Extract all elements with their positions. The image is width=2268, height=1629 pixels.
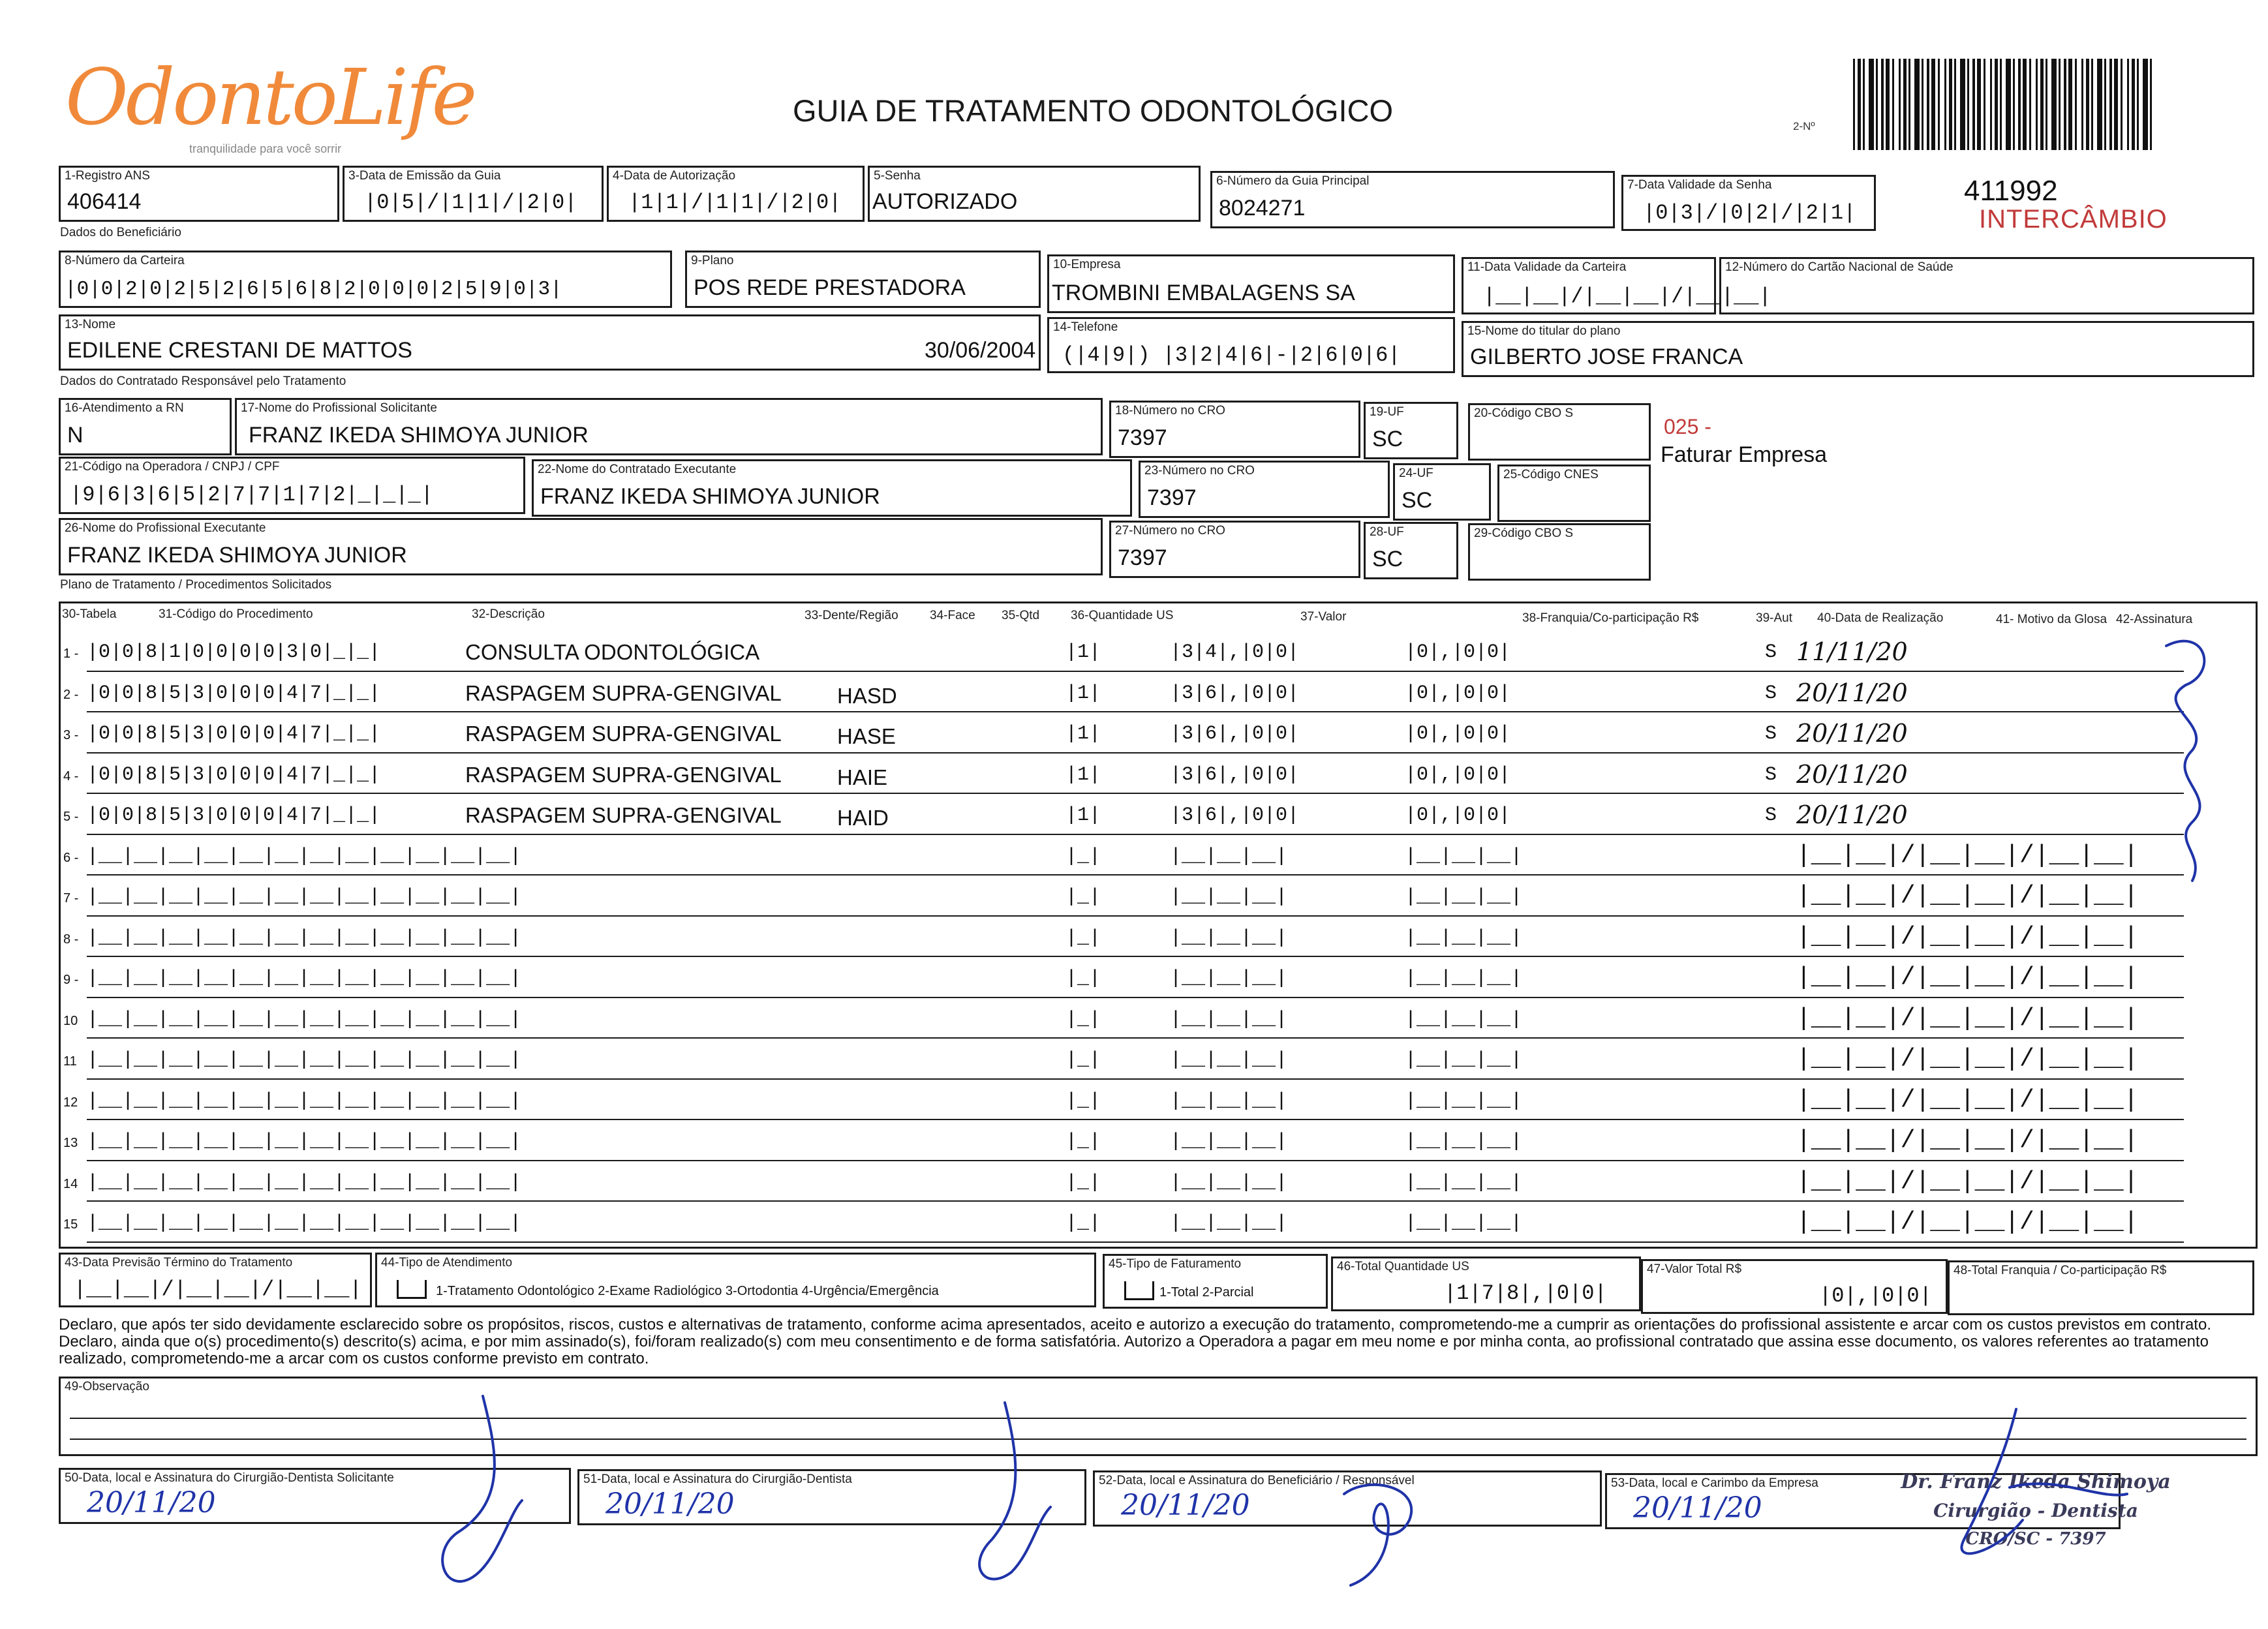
row-qtd: |_|: [1065, 1212, 1101, 1234]
row-codigo: |__|__|__|__|__|__|__|__|__|__|__|__|: [87, 967, 522, 990]
row-data: |__|__|/|__|__|/|__|__|: [1796, 1045, 2139, 1073]
row-qtd: |_|: [1065, 1171, 1101, 1194]
value-plano: POS REDE PRESTADORA: [694, 275, 966, 300]
row-data: |__|__|/|__|__|/|__|__|: [1796, 922, 2139, 951]
row-aut: S: [1765, 804, 1777, 827]
note-code: 025 -: [1664, 415, 1711, 438]
row-number: 8 -: [63, 932, 79, 947]
guia-number: 411992: [1964, 175, 2058, 207]
label-assinatura-52: 52-Data, local e Assinatura do Beneficiário / Responsável: [1099, 1474, 1415, 1487]
value-uf-24: SC: [1402, 488, 1433, 513]
label-uf-28: 28-UF: [1370, 525, 1404, 539]
row-codigo: |__|__|__|__|__|__|__|__|__|__|__|__|: [87, 1008, 522, 1031]
row-valor: |__|__|__|: [1405, 926, 1523, 949]
row-dente: HASE: [837, 724, 896, 748]
row-qtd-us: |__|__|__|: [1170, 967, 1288, 990]
row-number: 1 -: [63, 647, 79, 661]
row-valor: |0|,|0|0|: [1405, 682, 1511, 705]
date-assinatura-50: 20/11/20: [87, 1486, 216, 1519]
row-codigo: |__|__|__|__|__|__|__|__|__|__|__|__|: [87, 1171, 522, 1194]
row-qtd: |_|: [1065, 1089, 1101, 1112]
row-data: 20/11/20: [1796, 800, 1908, 829]
row-qtd-us: |__|__|__|: [1170, 1008, 1288, 1031]
value-profissional-solicitante: FRANZ IKEDA SHIMOYA JUNIOR: [249, 423, 589, 448]
signature-51: [979, 1403, 1050, 1579]
label-uf-24: 24-UF: [1399, 466, 1433, 480]
label-data-emissao: 3-Data de Emissão da Guia: [348, 169, 501, 183]
row-codigo: |__|__|__|__|__|__|__|__|__|__|__|__|: [87, 1212, 522, 1234]
row-number: 5 -: [63, 810, 79, 824]
label-cro-23: 23-Número no CRO: [1144, 464, 1255, 478]
row-codigo: |__|__|__|__|__|__|__|__|__|__|__|__|: [87, 845, 522, 868]
value-senha: AUTORIZADO: [872, 189, 1018, 214]
row-data: |__|__|/|__|__|/|__|__|: [1796, 841, 2139, 870]
row-data: |__|__|/|__|__|/|__|__|: [1796, 1086, 2139, 1114]
value-nome: EDILENE CRESTANI DE MATTOS: [67, 338, 412, 363]
label-valor-total: 47-Valor Total R$: [1647, 1262, 1742, 1276]
label-validade-carteira: 11-Data Validade da Carteira: [1467, 260, 1627, 274]
label-cbo-29: 29-Código CBO S: [1474, 526, 1574, 540]
row-data: |__|__|/|__|__|/|__|__|: [1796, 882, 2139, 910]
label-cbo-20: 20-Código CBO S: [1474, 406, 1574, 420]
row-qtd-us: |__|__|__|: [1170, 886, 1288, 908]
row-qtd-us: |__|__|__|: [1170, 1212, 1288, 1234]
row-qtd-us: |3|6|,|0|0|: [1170, 763, 1300, 786]
row-valor: |__|__|__|: [1405, 845, 1523, 868]
row-codigo: |__|__|__|__|__|__|__|__|__|__|__|__|: [87, 926, 522, 949]
row-qtd: |1|: [1065, 763, 1101, 786]
row-valor: |0|,|0|0|: [1405, 641, 1511, 663]
row-qtd: |_|: [1065, 1131, 1101, 1153]
label-profissional-executante: 26-Nome do Profissional Executante: [65, 521, 266, 535]
row-qtd-us: |__|__|__|: [1170, 845, 1288, 868]
row-qtd: |1|: [1065, 804, 1101, 827]
hdr-tabela: 30-Tabela: [62, 607, 117, 621]
row-qtd-us: |__|__|__|: [1170, 1131, 1288, 1153]
row-qtd: |_|: [1065, 967, 1101, 990]
row-aut: S: [1765, 641, 1777, 663]
row-valor: |0|,|0|0|: [1405, 763, 1511, 786]
row-data: 20/11/20: [1796, 719, 1908, 748]
row-qtd-us: |3|6|,|0|0|: [1170, 804, 1300, 827]
date-assinatura-52: 20/11/20: [1121, 1489, 1250, 1522]
row-number: 13: [63, 1136, 78, 1150]
row-qtd-us: |__|__|__|: [1170, 1171, 1288, 1194]
carimbo-line-3: CRO/SC - 7397: [1965, 1529, 2106, 1549]
date-assinatura-51: 20/11/20: [605, 1487, 735, 1521]
value-valor-total: |0|,|0|0|: [1819, 1284, 1932, 1308]
row-qtd: |_|: [1065, 1008, 1101, 1031]
row-valor: |__|__|__|: [1405, 886, 1523, 908]
label-assinatura-53: 53-Data, local e Carimbo da Empresa: [1611, 1476, 1818, 1490]
hdr-aut: 39-Aut: [1756, 611, 1792, 625]
row-valor: |__|__|__|: [1405, 1008, 1523, 1031]
hdr-qtd-us: 36-Quantidade US: [1071, 609, 1174, 622]
label-empresa: 10-Empresa: [1053, 258, 1121, 271]
row-number: 4 -: [63, 769, 79, 784]
label-cro-27: 27-Número no CRO: [1115, 524, 1225, 538]
value-guia-principal: 8024271: [1219, 196, 1306, 221]
row-codigo: |0|0|8|5|3|0|0|0|4|7|_|_|: [87, 763, 381, 786]
row-valor: |__|__|__|: [1405, 1212, 1523, 1234]
row-valor: |__|__|__|: [1405, 967, 1523, 990]
row-number: 12: [63, 1095, 78, 1110]
value-cro-23: 7397: [1147, 485, 1197, 510]
row-qtd-us: |__|__|__|: [1170, 1049, 1288, 1071]
row-data: |__|__|/|__|__|/|__|__|: [1796, 964, 2139, 992]
row-number: 7 -: [63, 891, 79, 906]
value-contratado-executante: FRANZ IKEDA SHIMOYA JUNIOR: [540, 484, 880, 509]
hdr-franquia: 38-Franquia/Co-participação R$: [1522, 611, 1699, 625]
row-qtd-us: |__|__|__|: [1170, 926, 1288, 949]
row-valor: |__|__|__|: [1405, 1089, 1523, 1112]
value-empresa: TROMBINI EMBALAGENS SA: [1052, 281, 1355, 305]
label-registro-ans: 1-Registro ANS: [65, 169, 150, 183]
row-data: |__|__|/|__|__|/|__|__|: [1796, 1004, 2139, 1033]
value-titular: GILBERTO JOSE FRANCA: [1470, 344, 1743, 369]
label-senha: 5-Senha: [874, 169, 921, 183]
signature-dentist: [1961, 1409, 2127, 1553]
row-number: 10: [63, 1013, 78, 1028]
row-codigo: |0|0|8|5|3|0|0|0|4|7|_|_|: [87, 723, 381, 745]
label-cro-18: 18-Número no CRO: [1115, 404, 1225, 418]
row-dente: HASD: [837, 683, 897, 708]
value-nascimento: 30/06/2004: [925, 338, 1036, 363]
value-cro-18: 7397: [1118, 425, 1167, 450]
row-codigo: |__|__|__|__|__|__|__|__|__|__|__|__|: [87, 1089, 522, 1112]
row-dente: HAID: [837, 806, 889, 830]
row-aut: S: [1765, 682, 1777, 705]
label-guia-principal: 6-Número da Guia Principal: [1216, 174, 1370, 188]
row-dente: HAIE: [837, 765, 888, 789]
numero-label: 2-Nº: [1793, 120, 1815, 132]
signature-52: [1344, 1485, 1411, 1585]
row-valor: |0|,|0|0|: [1405, 723, 1511, 745]
label-codigo-operadora: 21-Código na Operadora / CNPJ / CPF: [65, 460, 280, 474]
label-nome: 13-Nome: [65, 318, 116, 331]
row-qtd: |_|: [1065, 886, 1101, 908]
label-observacao: 49-Observação: [65, 1380, 149, 1393]
label-data-autorizacao: 4-Data de Autorização: [613, 169, 736, 183]
row-data: |__|__|/|__|__|/|__|__|: [1796, 1208, 2139, 1236]
row-descricao: RASPAGEM SUPRA-GENGIVAL: [465, 762, 782, 787]
value-codigo-operadora: |9|6|3|6|5|2|7|7|1|7|2|_|_|_|: [70, 483, 433, 507]
value-telefone: (|4|9|) |3|2|4|6|-|2|6|0|6|: [1062, 343, 1401, 367]
row-number: 3 -: [63, 728, 79, 742]
row-valor: |__|__|__|: [1405, 1171, 1523, 1194]
row-qtd-us: |3|4|,|0|0|: [1170, 641, 1300, 663]
logo-text: OdontoLife: [65, 52, 475, 142]
label-titular: 15-Nome do titular do plano: [1467, 324, 1621, 338]
row-qtd-us: |3|6|,|0|0|: [1170, 682, 1300, 705]
hdr-codigo: 31-Código do Procedimento: [159, 607, 313, 621]
row-descricao: RASPAGEM SUPRA-GENGIVAL: [465, 680, 782, 705]
label-atendimento-rn: 16-Atendimento a RN: [65, 401, 184, 415]
label-assinatura-51: 51-Data, local e Assinatura do Cirurgião-Dentista: [583, 1472, 852, 1486]
signature-50: [442, 1396, 522, 1581]
logo-tagline: tranquilidade para você sorrir: [189, 142, 342, 155]
row-codigo: |__|__|__|__|__|__|__|__|__|__|__|__|: [87, 886, 522, 908]
label-total-franquia: 48-Total Franquia / Co-participação R$: [1954, 1264, 2167, 1277]
row-number: 9 -: [63, 973, 79, 987]
row-qtd: |_|: [1065, 926, 1101, 949]
row-qtd: |1|: [1065, 723, 1101, 745]
carimbo-line-1: Dr. Franz Ikeda Shimoya: [1901, 1470, 2171, 1493]
row-qtd: |_|: [1065, 845, 1101, 868]
row-aut: S: [1765, 763, 1777, 786]
row-descricao: RASPAGEM SUPRA-GENGIVAL: [465, 803, 782, 827]
label-plano: 9-Plano: [691, 254, 734, 267]
section-contratado: Dados do Contratado Responsável pelo Tratamento: [60, 374, 346, 388]
value-carteira: |0|0|2|0|2|5|2|6|5|6|8|2|0|0|0|2|5|9|0|3|: [65, 278, 562, 301]
row-aut: S: [1765, 723, 1777, 745]
hdr-qtd: 35-Qtd: [1002, 609, 1040, 622]
section-procedimentos: Plano de Tratamento / Procedimentos Solicitados: [60, 578, 332, 592]
row-number: 11: [63, 1054, 77, 1069]
label-carteira: 8-Número da Carteira: [65, 254, 185, 267]
label-telefone: 14-Telefone: [1053, 320, 1118, 334]
value-atendimento-rn: N: [67, 423, 84, 448]
value-validade-senha: |0|3|/|0|2|/|2|1|: [1643, 201, 1856, 225]
row-data: |__|__|/|__|__|/|__|__|: [1796, 1127, 2139, 1155]
row-codigo: |__|__|__|__|__|__|__|__|__|__|__|__|: [87, 1049, 522, 1071]
value-previsao: |__|__|/|__|__|/|__|__|: [74, 1277, 362, 1302]
section-beneficiario: Dados do Beneficiário: [60, 226, 181, 239]
hdr-data-realizacao: 40-Data de Realização: [1817, 611, 1944, 625]
options-tipo-atendimento: 1-Tratamento Odontológico 2-Exame Radiológico 3-Ortodontia 4-Urgência/Emergência: [436, 1284, 939, 1298]
label-contratado-executante: 22-Nome do Contratado Executante: [538, 463, 737, 476]
value-cro-27: 7397: [1118, 545, 1167, 570]
page-title: GUIA DE TRATAMENTO ODONTOLÓGICO: [793, 93, 1394, 128]
label-validade-senha: 7-Data Validade da Senha: [1627, 178, 1772, 192]
row-number: 6 -: [63, 850, 79, 865]
row-data: |__|__|/|__|__|/|__|__|: [1796, 1167, 2139, 1196]
hdr-valor: 37-Valor: [1300, 610, 1347, 624]
value-profissional-executante: FRANZ IKEDA SHIMOYA JUNIOR: [67, 543, 407, 568]
row-number: 15: [63, 1217, 78, 1232]
value-data-emissao: |0|5|/|1|1|/|2|0|: [364, 190, 577, 215]
row-number: 14: [63, 1176, 78, 1191]
label-previsao: 43-Data Previsão Término do Tratamento: [65, 1256, 293, 1270]
row-qtd-us: |__|__|__|: [1170, 1089, 1288, 1112]
value-data-autorizacao: |1|1|/|1|1|/|2|0|: [628, 190, 842, 215]
row-number: 2 -: [63, 687, 79, 702]
row-codigo: |0|0|8|5|3|0|0|0|4|7|_|_|: [87, 804, 381, 827]
label-assinatura-50: 50-Data, local e Assinatura do Cirurgião-Dentista Solicitante: [65, 1471, 394, 1485]
date-assinatura-53: 20/11/20: [1633, 1491, 1762, 1525]
row-codigo: |0|0|8|1|0|0|0|0|3|0|_|_|: [87, 641, 381, 663]
value-uf-28: SC: [1372, 547, 1403, 571]
value-total-us: |1|7|8|,|0|0|: [1444, 1281, 1607, 1305]
label-cnes-25: 25-Código CNES: [1503, 468, 1599, 481]
row-qtd: |1|: [1065, 641, 1101, 663]
intercambio-stamp: INTERCÂMBIO: [1979, 205, 2168, 234]
row-valor: |__|__|__|: [1405, 1049, 1523, 1071]
value-uf-19: SC: [1372, 427, 1403, 451]
row-descricao: CONSULTA ODONTOLÓGICA: [465, 640, 760, 664]
label-profissional-solicitante: 17-Nome do Profissional Solicitante: [241, 401, 437, 415]
row-qtd: |_|: [1065, 1049, 1101, 1071]
declaracao-text: Declaro, que após ter sido devidamente esclarecido sobre os propósitos, riscos, custos e alternativas de tratamento, conforme acima apresentados, aceito e autorizo a execução do tratamento, comprometendo-me a cumprir as orientações do profissional assistente e arcar com os custos previstos em contrato. Declaro, ainda que o(s) procedimento(s) descrito(s) acima, e por mim assinado(s), foi/foram realizado(s) com meu consentimento e de forma satisfatória. Autorizo a Operadora a pagar em meu nome e por minha conta, ao profissional contratado que assina esse documento, os valores referentes ao tratamento realizado, comprometendo-me a arcar com os custos conforme previsto em contrato.: [59, 1316, 2211, 1367]
signature-rows: [2166, 641, 2204, 881]
label-total-us: 46-Total Quantidade US: [1337, 1260, 1469, 1273]
value-validade-carteira: |__|__|/|__|__|/|__|__|: [1483, 284, 1771, 309]
hdr-descricao: 32-Descrição: [472, 607, 545, 621]
label-cartao-nacional: 12-Número do Cartão Nacional de Saúde: [1725, 260, 1954, 274]
row-qtd: |1|: [1065, 682, 1101, 705]
label-uf-19: 19-UF: [1370, 405, 1404, 419]
row-codigo: |__|__|__|__|__|__|__|__|__|__|__|__|: [87, 1131, 522, 1153]
row-data: 11/11/20: [1796, 637, 1908, 666]
carimbo-line-2: Cirurgião - Dentista: [1933, 1500, 2138, 1521]
row-descricao: RASPAGEM SUPRA-GENGIVAL: [465, 722, 782, 746]
hdr-dente: 33-Dente/Região: [805, 609, 898, 622]
row-codigo: |0|0|8|5|3|0|0|0|4|7|_|_|: [87, 682, 381, 705]
hdr-assinatura: 42-Assinatura: [2116, 613, 2193, 626]
row-valor: |0|,|0|0|: [1405, 804, 1511, 827]
hdr-face: 34-Face: [930, 609, 975, 622]
note-faturar-empresa: Faturar Empresa: [1661, 442, 1828, 467]
row-valor: |__|__|__|: [1405, 1131, 1523, 1153]
row-data: 20/11/20: [1796, 678, 1908, 707]
hdr-glosa: 41- Motivo da Glosa: [1996, 613, 2107, 626]
label-tipo-atendimento: 44-Tipo de Atendimento: [381, 1256, 513, 1270]
options-tipo-faturamento: 1-Total 2-Parcial: [1159, 1285, 1254, 1300]
row-data: 20/11/20: [1796, 759, 1908, 789]
value-registro-ans: 406414: [67, 189, 142, 214]
row-qtd-us: |3|6|,|0|0|: [1170, 723, 1300, 745]
label-tipo-faturamento: 45-Tipo de Faturamento: [1109, 1257, 1242, 1271]
